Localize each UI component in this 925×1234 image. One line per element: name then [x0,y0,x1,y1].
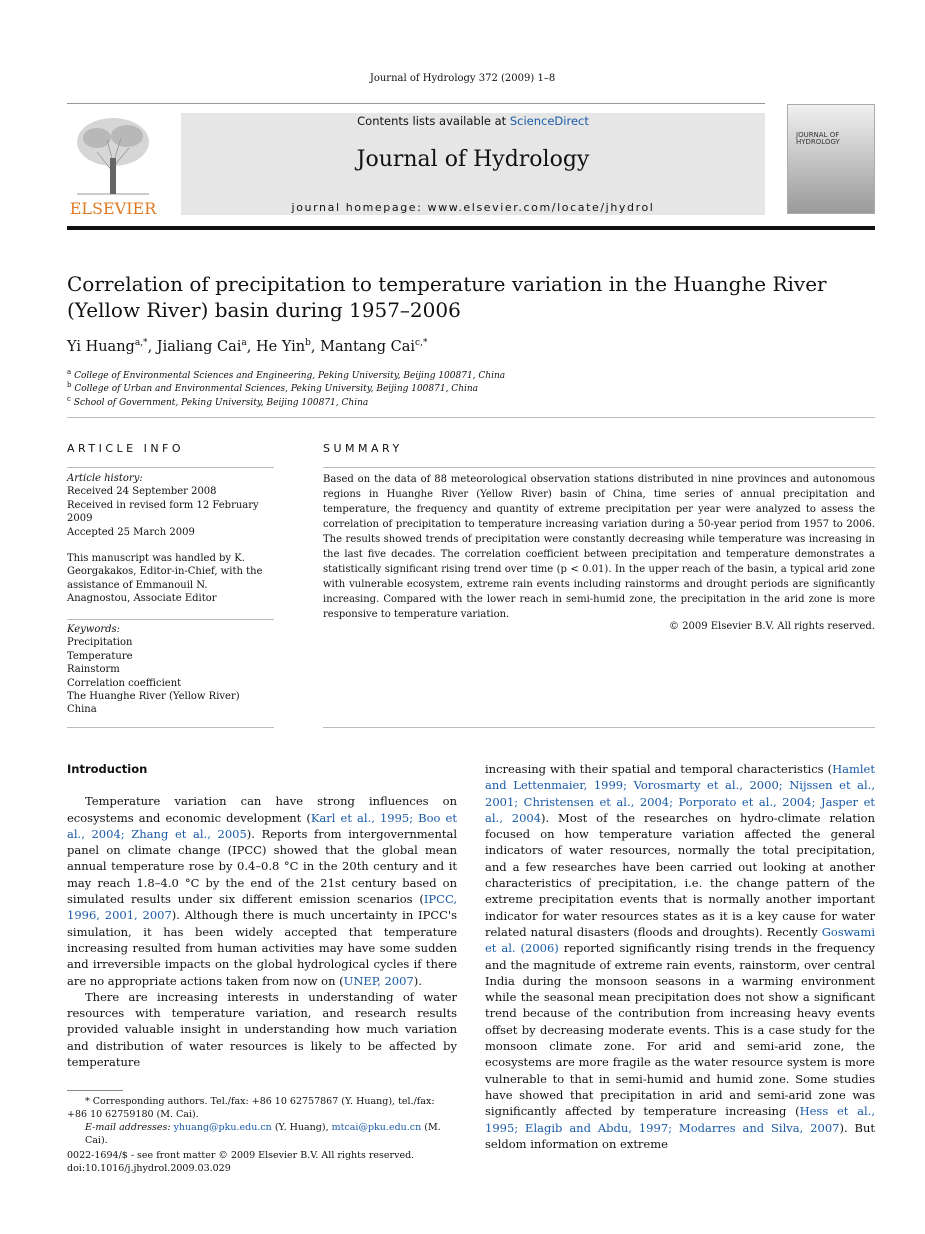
text-run: ). Reports from intergovernmental panel on climate change (IPCC) showed that the global mean annual temperature rose by 0.4–0.8 °C in the 20th century and it may reach 1.8–4.0 °C by the end of the 21st century based on simulated results under six different emission scenarios ( [67,826,458,907]
keywords-block [67,623,274,717]
text-run: reported significantly rising trends in the frequency and the magnitude of extreme rain events, rainstorm, over central India during the monsoon seasons in a warming environment while the seasonal mean precipitation does not show a significant trend because of the contribution from increasing heavy events offset by decreasing moderate events. This is a case study for the monsoon climate zone. For arid and semi-arid zone, the ecosystems are more fragile as the water resource system is more vulnerable to that in semi-humid and humid zone. Some studies have showed that precipitation in arid and semi-arid zone was significantly affected by temperature increasing ( [485,941,876,1119]
text-run: ). Although there is much uncertainty in IPCC's simulation, it has been widely accepted that temperature increasing resulted from human activities may have some sudden and irreversible impacts on the global hydrological cycles if there are no appropriate actions taken from now on ( [67,908,457,988]
journal-title: Journal of Hydrology [356,147,590,172]
handled-note: This manuscript was handled by K. Georgakakos, Editor-in-Chief, with the assistance of Emmanouil N. Anagnostou, Associate Editor [67,553,263,605]
history-label: Article history: [67,473,143,484]
article-history [67,472,274,539]
cover-line1: JOURNAL OF [796,131,840,139]
affiliation-sup: a [67,368,72,376]
email-label: E-mail addresses: [85,1122,174,1133]
citation-link[interactable]: Karl et al., 1995; Boo et al., 2004; Zhang et al., 2005 [67,810,457,841]
divider [323,727,875,728]
divider [67,417,875,418]
divider [67,619,274,620]
author-name: He Yin [256,338,306,355]
summary-copyright: © 2009 Elsevier B.V. All rights reserved. [668,621,875,632]
revised-date: Received in revised form 12 February 2009 [67,499,259,525]
affiliation-text: College of Urban and Environmental Sciences, Peking University, Beijing 100871, China [74,384,479,394]
divider [67,727,274,728]
text-run: increasing with their spatial and temporal characteristics ( [485,762,833,776]
divider [323,467,875,468]
author-name: Jialiang Cai [156,338,242,355]
accepted-date: Accepted 25 March 2009 [67,526,195,538]
affiliation-text: College of Environmental Sciences and Engineering, Peking University, Beijing 100871, China [74,371,506,381]
email-owner: (Y. Huang), [271,1122,332,1133]
keyword: Correlation coefficient [67,677,182,689]
summary-text: Based on the data of 88 meteorological observation stations distributed in nine provinces and autonomous regions in Huanghe River (Yellow River) basin of China, time series of annual precipitation and temperature, the frequency and quantity of extreme precipitation per year were analyzed to assess the correlation of precipitation to temperature increasing variation during a 50-year period from 1957 to 2006. The results showed trends of precipitation were constantly decreasing while temperature was increasing in the last five decades. The correlation coefficient between precipitation and temperature demonstrates a statistically significant rising trend over time (p < 0.01). In the upper reach of the basin, a typical arid zone with vulnerable ecosystem, extreme rain events including rainstorms and drought periods are significantly increasing. Compared with the lower reach in semi-humid zone, the precipitation in the arid zone is more responsive to temperature variation. [323,474,875,620]
affiliation [67,381,478,394]
keywords-label: Keywords: [67,624,121,635]
citation-link[interactable]: UNEP, 2007 [343,973,414,988]
cover-line2: HYDROLOGY [796,138,840,146]
keyword: Precipitation [67,637,133,649]
citation-link[interactable]: Hamlet and Lettenmaier, 1999; Vorosmarty et al., 2000; Nijssen et al., 2001; Christensen et al., 2004; Porporato et al., 2004; Jasper et al., 2004 [485,762,875,825]
email-link[interactable]: mtcai@pku.edu.cn [331,1122,422,1133]
author-sup: a [241,338,247,348]
issn-line: 0022-1694/$ - see front matter © 2009 Elsevier B.V. All rights reserved. [67,1150,415,1161]
intro-paragraph-1 [67,793,457,989]
author-sup: a,* [134,338,148,348]
header-thick-rule [67,226,875,230]
citation-link[interactable]: IPCC, 1996, 2001, 2007 [67,892,457,923]
text-run: ). [413,973,422,988]
contents-line [181,114,765,128]
email-note [85,1121,457,1147]
author-name: Yi Huang [67,338,135,355]
citation-link[interactable]: Hess et al., 1995; Elagib and Abdu, 1997; Modarres and Silva, 2007 [485,1104,875,1135]
author-sep: , [310,338,321,355]
divider [67,467,274,468]
sciencedirect-link[interactable]: ScienceDirect [509,114,589,128]
affiliation-text: School of Government, Peking University, Beijing 100871, China [73,398,369,408]
author-sup: c,* [415,338,428,348]
email-link[interactable]: yhuang@pku.edu.cn [173,1122,272,1133]
affiliation [67,368,505,381]
elsevier-wordmark: ELSEVIER [69,199,157,217]
section-heading: Introduction [67,762,148,776]
text-run: Temperature variation can have strong influences on ecosystems and economic development ( [67,794,457,825]
keyword: China [67,704,97,716]
article-info-heading: ARTICLE INFO [67,442,185,455]
tree-icon [67,112,159,217]
author-sup: b [305,338,311,348]
author-sep: , [147,338,157,355]
doi-line[interactable]: doi:10.1016/j.jhydrol.2009.03.029 [67,1163,231,1174]
email-owner: (M. Cai). [85,1122,441,1146]
intro-paragraph-2: There are increasing interests in understanding of water resources with temperature variation, and research results provided valuable insight in understanding how much variation and distribution of water resources is likely to be affected by temperature [67,989,457,1070]
body-right-column [485,761,875,1152]
affiliation-sup: b [67,381,72,389]
contents-prefix: Contents lists available at [357,114,510,128]
keyword: Temperature [67,650,133,662]
header-rule [67,103,765,104]
summary-heading: SUMMARY [323,442,403,455]
text-run: ). But seldom information on extreme [485,1120,875,1151]
author-name: Mantang Cai [320,338,416,355]
affiliation-sup: c [67,395,71,403]
intro-paragraph-2-cont [485,761,875,1152]
author-sep: , [246,338,256,355]
corresponding-note: * Corresponding authors. Tel./fax: +86 10 62757867 (Y. Huang), tel./fax: +86 10 62759180 (M. Cai). [67,1096,435,1120]
text-run: ). Most of the researches on hydro-climate relation focused on how temperature variation affected the general indicators of water resources, normally the total precipitation, and a few researches have been carried out looking at another characteristics of precipitation, i.e. the change pattern of the extreme precipitation events that is normally another important indicator for water resources states as it is a key cause for water related natural disasters (floods and droughts). Recently [485,810,875,939]
received-date: Received 24 September 2008 [67,486,217,498]
footnote-rule [67,1090,123,1091]
running-head: Journal of Hydrology 372 (2009) 1–8 [369,73,556,84]
journal-cover [787,104,875,214]
elsevier-logo [67,112,159,217]
affiliation [67,395,368,408]
body-left-column [67,761,457,1070]
author-list [67,338,427,355]
article-title: Correlation of precipitation to temperature variation in the Huanghe River (Yellow River) basin during 1957–2006 [67,272,827,322]
keyword: Rainstorm [67,664,120,676]
citation-link[interactable]: Goswami et al. (2006) [485,924,875,956]
journal-homepage[interactable]: journal homepage: www.elsevier.com/locate/jhydrol [291,201,655,214]
keyword: The Huanghe River (Yellow River) [67,691,240,703]
